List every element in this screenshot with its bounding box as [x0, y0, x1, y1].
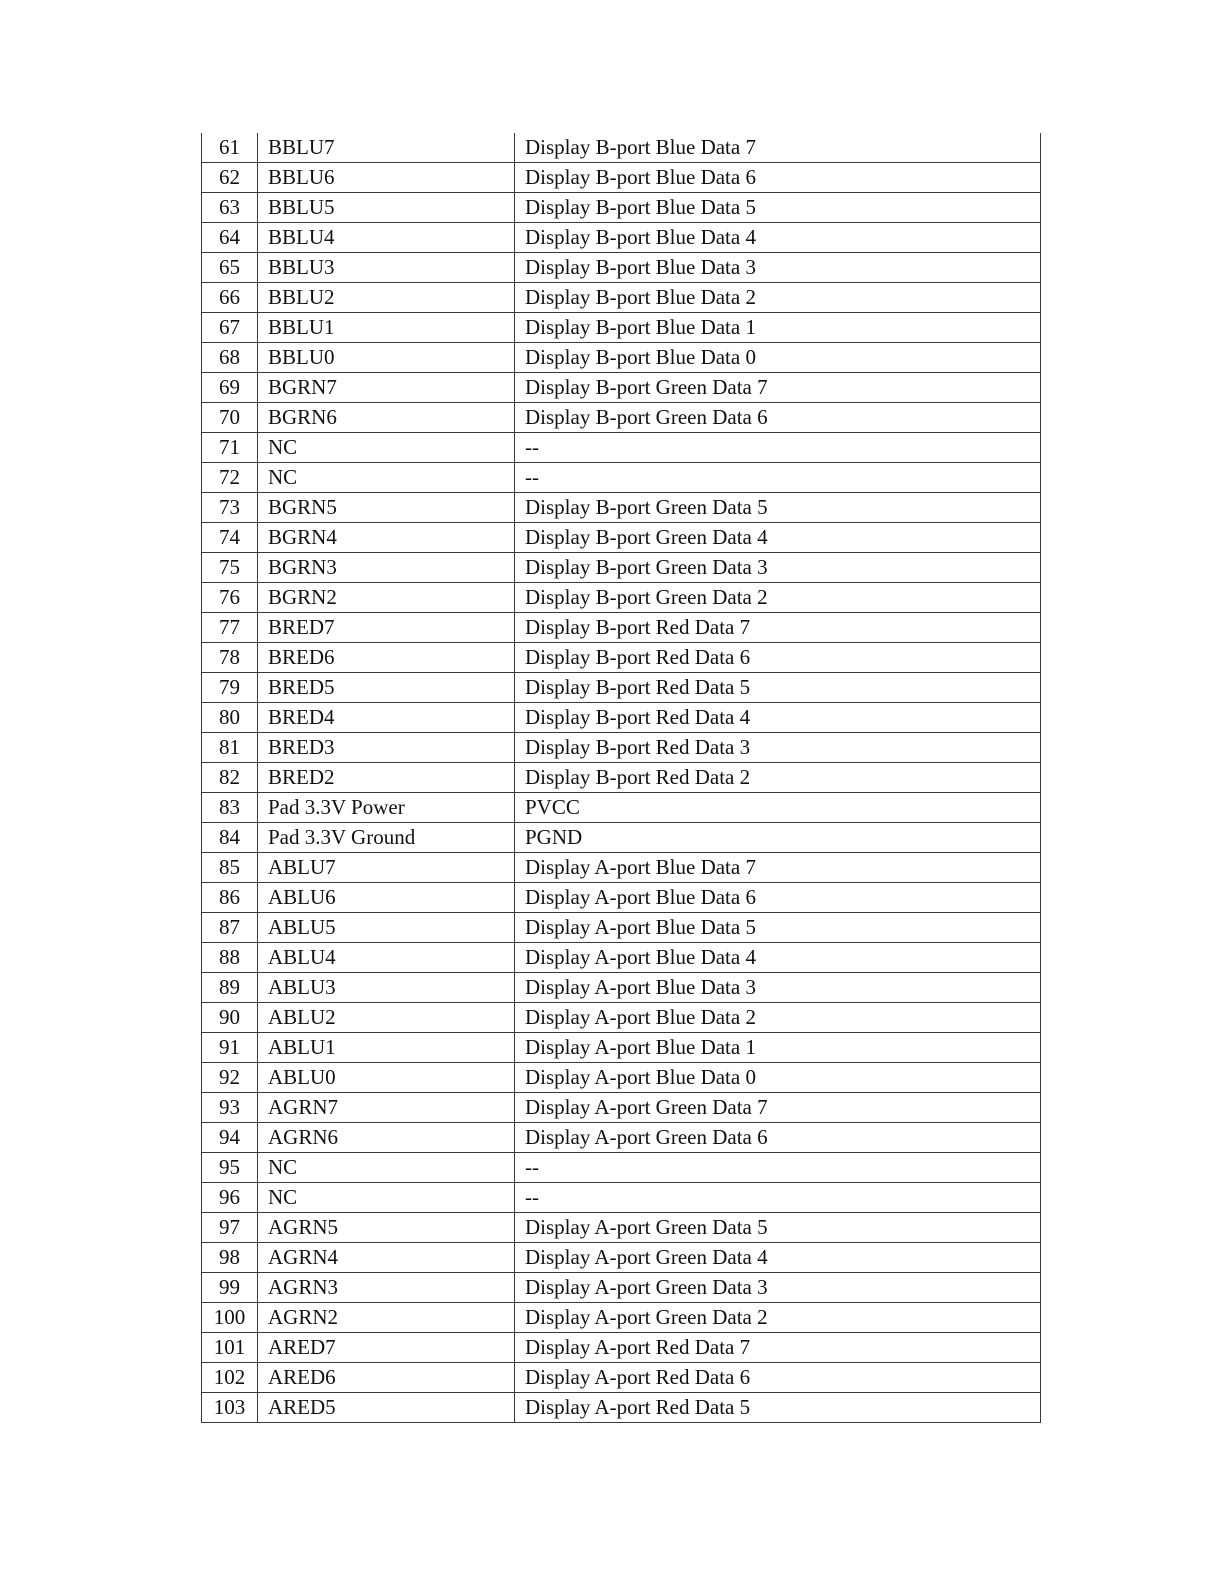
- pin-name-cell: BRED6: [258, 643, 515, 673]
- table-row: [202, 583, 1041, 613]
- pin-name-cell: BGRN5: [258, 493, 515, 523]
- pin-description-cell: Display B-port Green Data 5: [515, 493, 1041, 523]
- pin-number-cell: 93: [202, 1093, 258, 1123]
- table-row: [202, 763, 1041, 793]
- table-row: [202, 1243, 1041, 1273]
- table-row: [202, 1303, 1041, 1333]
- pin-description-cell: Display B-port Blue Data 1: [515, 313, 1041, 343]
- pin-number-cell: 94: [202, 1123, 258, 1153]
- pin-description-cell: Display B-port Red Data 6: [515, 643, 1041, 673]
- pin-number-cell: 73: [202, 493, 258, 523]
- table-row: [202, 463, 1041, 493]
- pin-number-cell: 78: [202, 643, 258, 673]
- pin-name-cell: BBLU4: [258, 223, 515, 253]
- pin-description-cell: Display B-port Red Data 4: [515, 703, 1041, 733]
- pin-name-cell: AGRN5: [258, 1213, 515, 1243]
- table-row: [202, 1183, 1041, 1213]
- pin-description-cell: --: [515, 1153, 1041, 1183]
- pin-description-cell: --: [515, 1183, 1041, 1213]
- pin-number-cell: 88: [202, 943, 258, 973]
- pin-name-cell: BBLU1: [258, 313, 515, 343]
- pin-description-cell: Display A-port Red Data 6: [515, 1363, 1041, 1393]
- pin-description-cell: Display B-port Blue Data 4: [515, 223, 1041, 253]
- table-row: [202, 793, 1041, 823]
- pin-name-cell: AGRN6: [258, 1123, 515, 1153]
- pin-description-cell: Display A-port Blue Data 5: [515, 913, 1041, 943]
- pin-number-cell: 86: [202, 883, 258, 913]
- table-row: [202, 223, 1041, 253]
- table-row: [202, 1273, 1041, 1303]
- pin-number-cell: 82: [202, 763, 258, 793]
- pin-description-cell: Display A-port Blue Data 7: [515, 853, 1041, 883]
- pin-name-cell: NC: [258, 1153, 515, 1183]
- table-row: [202, 283, 1041, 313]
- pin-description-cell: Display B-port Red Data 5: [515, 673, 1041, 703]
- pin-description-cell: PVCC: [515, 793, 1041, 823]
- pin-description-cell: Display A-port Green Data 5: [515, 1213, 1041, 1243]
- pin-name-cell: BBLU0: [258, 343, 515, 373]
- pin-number-cell: 71: [202, 433, 258, 463]
- pin-description-cell: Display A-port Blue Data 3: [515, 973, 1041, 1003]
- pin-description-cell: Display A-port Blue Data 4: [515, 943, 1041, 973]
- table-row: [202, 403, 1041, 433]
- pin-number-cell: 98: [202, 1243, 258, 1273]
- pin-number-cell: 70: [202, 403, 258, 433]
- pin-description-cell: --: [515, 463, 1041, 493]
- pin-name-cell: ABLU2: [258, 1003, 515, 1033]
- pin-name-cell: ABLU7: [258, 853, 515, 883]
- pin-number-cell: 69: [202, 373, 258, 403]
- pin-name-cell: BRED3: [258, 733, 515, 763]
- pin-name-cell: AGRN4: [258, 1243, 515, 1273]
- pin-name-cell: BRED4: [258, 703, 515, 733]
- pin-table-body: [202, 133, 1041, 1423]
- pin-description-cell: Display A-port Green Data 6: [515, 1123, 1041, 1153]
- pin-name-cell: BBLU5: [258, 193, 515, 223]
- pin-name-cell: ARED5: [258, 1393, 515, 1423]
- pin-name-cell: BBLU3: [258, 253, 515, 283]
- table-row: [202, 643, 1041, 673]
- table-row: [202, 853, 1041, 883]
- pin-description-cell: Display A-port Green Data 7: [515, 1093, 1041, 1123]
- pin-description-cell: Display A-port Blue Data 0: [515, 1063, 1041, 1093]
- table-row: [202, 973, 1041, 1003]
- table-row: [202, 343, 1041, 373]
- pin-number-cell: 77: [202, 613, 258, 643]
- pin-name-cell: BRED2: [258, 763, 515, 793]
- pin-description-cell: Display A-port Green Data 3: [515, 1273, 1041, 1303]
- table-row: [202, 1033, 1041, 1063]
- pin-name-cell: ABLU6: [258, 883, 515, 913]
- table-row: [202, 913, 1041, 943]
- pin-name-cell: Pad 3.3V Power: [258, 793, 515, 823]
- pin-name-cell: ABLU0: [258, 1063, 515, 1093]
- table-row: [202, 703, 1041, 733]
- pin-number-cell: 61: [202, 133, 258, 163]
- pin-name-cell: BRED7: [258, 613, 515, 643]
- pin-number-cell: 95: [202, 1153, 258, 1183]
- pin-number-cell: 96: [202, 1183, 258, 1213]
- pin-name-cell: BBLU2: [258, 283, 515, 313]
- table-row: [202, 883, 1041, 913]
- pin-description-cell: Display B-port Blue Data 0: [515, 343, 1041, 373]
- table-row: [202, 1123, 1041, 1153]
- pin-name-cell: BRED5: [258, 673, 515, 703]
- pin-name-cell: BGRN3: [258, 553, 515, 583]
- table-row: [202, 1213, 1041, 1243]
- pin-name-cell: AGRN2: [258, 1303, 515, 1333]
- table-row: [202, 373, 1041, 403]
- pin-number-cell: 83: [202, 793, 258, 823]
- pin-name-cell: ARED7: [258, 1333, 515, 1363]
- table-row: [202, 493, 1041, 523]
- pin-number-cell: 65: [202, 253, 258, 283]
- pin-description-cell: Display B-port Blue Data 7: [515, 133, 1041, 163]
- table-row: [202, 1063, 1041, 1093]
- pin-number-cell: 85: [202, 853, 258, 883]
- pin-description-cell: PGND: [515, 823, 1041, 853]
- pin-number-cell: 66: [202, 283, 258, 313]
- pin-name-cell: Pad 3.3V Ground: [258, 823, 515, 853]
- pin-description-cell: Display B-port Green Data 4: [515, 523, 1041, 553]
- pin-description-cell: Display A-port Blue Data 1: [515, 1033, 1041, 1063]
- table-row: [202, 553, 1041, 583]
- pin-description-cell: Display A-port Green Data 4: [515, 1243, 1041, 1273]
- pin-number-cell: 67: [202, 313, 258, 343]
- pin-name-cell: BBLU7: [258, 133, 515, 163]
- pin-description-cell: Display A-port Red Data 7: [515, 1333, 1041, 1363]
- pin-number-cell: 63: [202, 193, 258, 223]
- table-row: [202, 1003, 1041, 1033]
- table-row: [202, 1363, 1041, 1393]
- pin-description-cell: Display B-port Green Data 3: [515, 553, 1041, 583]
- pin-description-cell: Display B-port Blue Data 3: [515, 253, 1041, 283]
- pin-number-cell: 89: [202, 973, 258, 1003]
- pin-name-cell: BGRN4: [258, 523, 515, 553]
- pin-description-cell: Display B-port Red Data 7: [515, 613, 1041, 643]
- pin-number-cell: 100: [202, 1303, 258, 1333]
- pin-description-cell: Display A-port Green Data 2: [515, 1303, 1041, 1333]
- pin-number-cell: 75: [202, 553, 258, 583]
- pin-name-cell: AGRN7: [258, 1093, 515, 1123]
- pin-description-cell: Display A-port Red Data 5: [515, 1393, 1041, 1423]
- pin-number-cell: 64: [202, 223, 258, 253]
- pin-name-cell: NC: [258, 463, 515, 493]
- pin-number-cell: 68: [202, 343, 258, 373]
- pin-description-cell: Display B-port Red Data 3: [515, 733, 1041, 763]
- table-row: [202, 193, 1041, 223]
- pin-description-cell: --: [515, 433, 1041, 463]
- pin-name-cell: BGRN6: [258, 403, 515, 433]
- pin-description-cell: Display A-port Blue Data 2: [515, 1003, 1041, 1033]
- table-row: [202, 1393, 1041, 1423]
- pin-number-cell: 62: [202, 163, 258, 193]
- pin-number-cell: 103: [202, 1393, 258, 1423]
- table-row: [202, 943, 1041, 973]
- table-row: [202, 613, 1041, 643]
- table-row: [202, 1153, 1041, 1183]
- table-row: [202, 823, 1041, 853]
- pin-number-cell: 84: [202, 823, 258, 853]
- table-row: [202, 313, 1041, 343]
- pin-number-cell: 76: [202, 583, 258, 613]
- pin-assignment-table: [201, 133, 1041, 1423]
- pin-number-cell: 72: [202, 463, 258, 493]
- table-row: [202, 1093, 1041, 1123]
- pin-number-cell: 102: [202, 1363, 258, 1393]
- pin-number-cell: 97: [202, 1213, 258, 1243]
- table-row: [202, 133, 1041, 163]
- table-row: [202, 163, 1041, 193]
- pin-name-cell: ABLU3: [258, 973, 515, 1003]
- pin-description-cell: Display B-port Green Data 7: [515, 373, 1041, 403]
- pin-name-cell: AGRN3: [258, 1273, 515, 1303]
- pin-number-cell: 101: [202, 1333, 258, 1363]
- pin-description-cell: Display B-port Blue Data 5: [515, 193, 1041, 223]
- pin-name-cell: BGRN2: [258, 583, 515, 613]
- pin-number-cell: 99: [202, 1273, 258, 1303]
- pin-name-cell: NC: [258, 1183, 515, 1213]
- table-row: [202, 1333, 1041, 1363]
- pin-name-cell: BGRN7: [258, 373, 515, 403]
- pin-description-cell: Display B-port Blue Data 2: [515, 283, 1041, 313]
- pin-number-cell: 90: [202, 1003, 258, 1033]
- pin-description-cell: Display B-port Green Data 2: [515, 583, 1041, 613]
- pin-name-cell: ARED6: [258, 1363, 515, 1393]
- table-row: [202, 523, 1041, 553]
- table-row: [202, 433, 1041, 463]
- pin-name-cell: ABLU1: [258, 1033, 515, 1063]
- pin-number-cell: 74: [202, 523, 258, 553]
- pin-name-cell: NC: [258, 433, 515, 463]
- table-row: [202, 673, 1041, 703]
- pin-name-cell: BBLU6: [258, 163, 515, 193]
- pin-number-cell: 80: [202, 703, 258, 733]
- pin-description-cell: Display B-port Green Data 6: [515, 403, 1041, 433]
- pin-number-cell: 81: [202, 733, 258, 763]
- pin-name-cell: ABLU5: [258, 913, 515, 943]
- pin-name-cell: ABLU4: [258, 943, 515, 973]
- pin-description-cell: Display B-port Red Data 2: [515, 763, 1041, 793]
- table-row: [202, 253, 1041, 283]
- pin-number-cell: 91: [202, 1033, 258, 1063]
- pin-number-cell: 87: [202, 913, 258, 943]
- table-row: [202, 733, 1041, 763]
- pin-number-cell: 79: [202, 673, 258, 703]
- pin-description-cell: Display A-port Blue Data 6: [515, 883, 1041, 913]
- pin-number-cell: 92: [202, 1063, 258, 1093]
- pin-description-cell: Display B-port Blue Data 6: [515, 163, 1041, 193]
